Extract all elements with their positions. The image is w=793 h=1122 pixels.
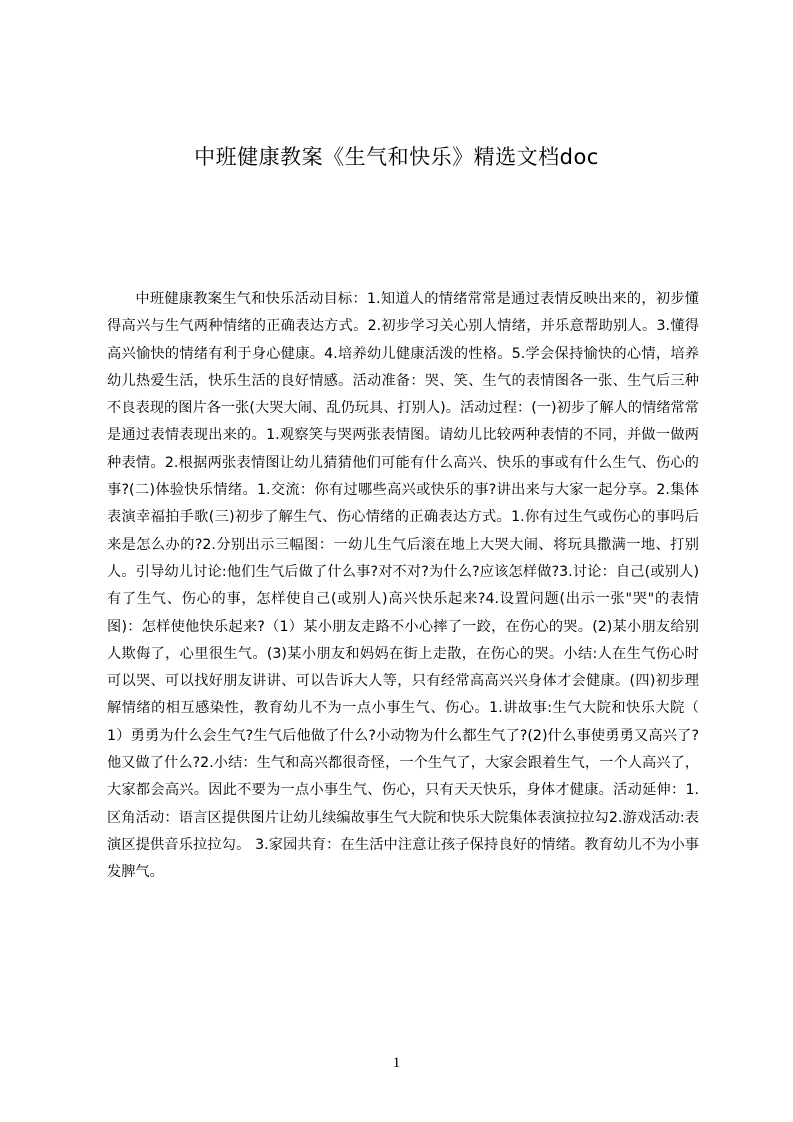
page-number: 1	[392, 1055, 401, 1071]
document-body: 中班健康教案生气和快乐活动目标：1.知道人的情绪常常是通过表情反映出来的，初步懂得高兴与生气两种情绪的正确表达方式。2.初步学习关心别人情绪，并乐意帮助别人。3.懂得高兴愉快的情绪有利于身心健康。4.培养幼儿健康活泼的性格。5.学会保持愉快的心情，培养幼儿热爱生活，快乐生活的良好情感。活动准备：哭、笑、生气的表情图各一张、生气后三种不良表现的图片各一张(大哭大闹、乱仍玩具、打别人)。活动过程：(一)初步了解人的情绪常常是通过表情表现出来的。1.观察笑与哭两张表情图。请幼儿比较两种表情的不同，并做一做两种表情。2.根据两张表情图让幼儿猜猜他们可能有什么高兴、快乐的事或有什么生气、伤心的事?(二)体验快乐情绪。1.交流：你有过哪些高兴或快乐的事?讲出来与大家一起分享。2.集体表演幸福拍手歌(三)初步了解生气、伤心情绪的正确表达方式。1.你有过生气或伤心的事吗后来是怎么办的?2.分别出示三幅图：一幼儿生气后滚在地上大哭大闹、将玩具撒满一地、打别人。引导幼儿讨论:他们生气后做了什么事?对不对?为什么?应该怎样做?3.讨论：自己(或别人)有了生气、伤心的事，怎样使自己(或别人)高兴快乐起来?4.设置问题(出示一张"哭"的表情图)：怎样使他快乐起来?（1）某小朋友走路不小心摔了一跤，在伤心的哭。(2)某小朋友给别人欺侮了，心里很生气。(3)某小朋友和妈妈在街上走散，在伤心的哭。小结:人在生气伤心时可以哭、可以找好朋友讲讲、可以告诉大人等，只有经常高高兴兴身体才会健康。(四)初步理解情绪的相互感染性，教育幼儿不为一点小事生气、伤心。1.讲故事:生气大院和快乐大院（ 1）勇勇为什么会生气?生气后他做了什么?小动物为什么都生气了?(2)什么事使勇勇又高兴了?他又做了什么?2.小结：生气和高兴都很奇怪，一个生气了，大家会跟着生气，一个人高兴了，大家都会高兴。因此不要为一点小事生气、伤心，只有天天快乐，身体才健康。活动延伸：1.区角活动：语言区提供图片让幼儿续编故事生气大院和快乐大院集体表演拉拉勾2.游戏活动:表演区提供音乐拉拉勾。 3.家园共育：在生活中注意让孩子保持良好的情绪。教育幼儿不为小事发脾气。	[107, 291, 699, 881]
document-title: 中班健康教案《生气和快乐》精选文档doc	[194, 145, 599, 169]
